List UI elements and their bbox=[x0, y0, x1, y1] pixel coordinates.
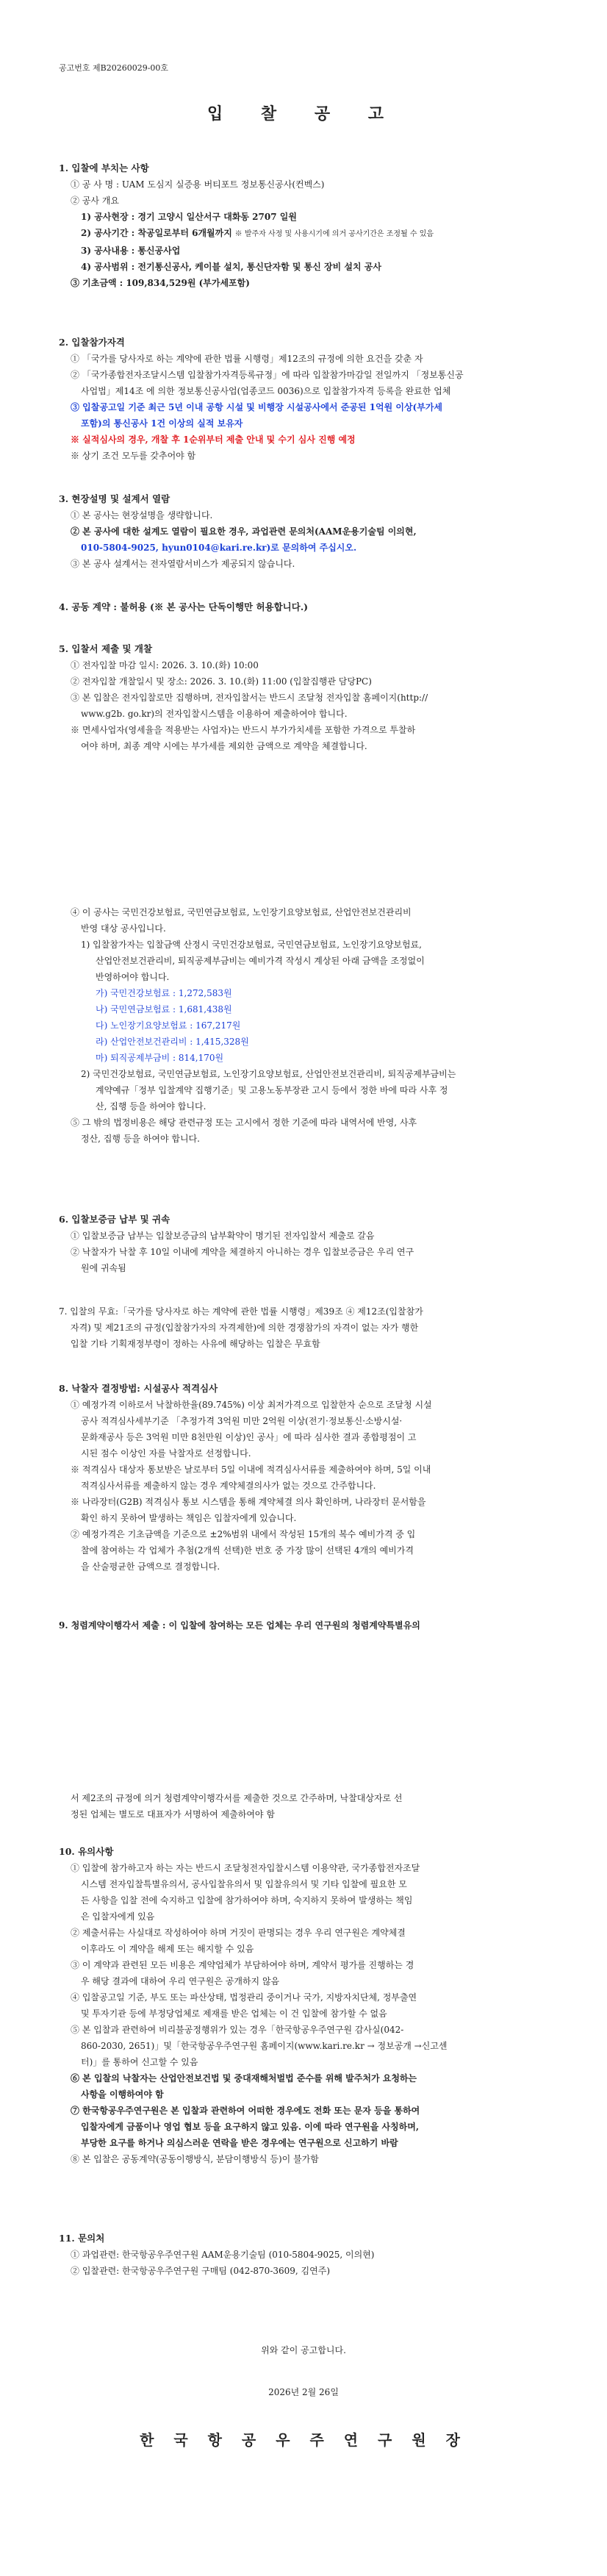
closing-text: 위와 같이 공고합니다. bbox=[261, 2345, 346, 2355]
section-integrity-pledge bbox=[59, 1617, 558, 1634]
cost-safety: 라) 산업안전보건관리비 : 1,415,328원 bbox=[96, 1037, 249, 1047]
precaution-8: ⑧ 본 입찰은 공동계약(공동이행방식, 분담이행방식 등)이 불가함 bbox=[71, 2154, 319, 2164]
award-2b: 찰에 참여하는 각 업체가 추첨(2개씩 선택)한 번호 중 가장 많이 선택된 4개의 예비가격 bbox=[81, 1545, 414, 1556]
eligibility-3b: 포함)의 통신공사 1건 이상의 실적 보유자 bbox=[81, 418, 243, 429]
costs-5a: ⑤ 그 밖의 법정비용은 해당 관련규정 또는 고시에서 정한 기준에 따라 내역서에 반영, 사후 bbox=[71, 1117, 417, 1128]
integrity-a bbox=[59, 1617, 558, 1634]
precaution-6a: ⑥ 본 입찰의 낙찰자는 산업안전보건법 및 중대재해처벌법 준수를 위해 발주처가 요청하는 bbox=[71, 2073, 417, 2083]
section-heading: 2. 입찰참가자격 bbox=[59, 337, 125, 348]
section-statutory-costs bbox=[59, 904, 558, 1147]
section-joint-contract bbox=[59, 599, 558, 615]
cost-pension: 나) 국민연금보험료 : 1,681,438원 bbox=[96, 1004, 232, 1015]
project-overview-label: ② 공사 개요 bbox=[71, 196, 119, 206]
eligibility-note-1: ※ 실적심사의 경우, 개찰 후 1순위부터 제출 안내 및 수기 심사 진행 예정 bbox=[71, 434, 356, 445]
invalid-c: 입찰 기타 기획재정부령이 정하는 사유에 해당하는 입찰은 무효함 bbox=[71, 1339, 320, 1349]
cost-retirement: 마) 퇴직공제부금비 : 814,170원 bbox=[96, 1053, 224, 1063]
integrity-c: 정된 업체는 별도로 대표자가 서명하여 제출하여야 함 bbox=[71, 1809, 275, 1820]
contact-project: ① 과업관련: 한국항공우주연구원 AAM운용기술팀 (010-5804-9025, 이의현) bbox=[71, 2250, 375, 2260]
precaution-7b: 입찰자에게 금품이나 영업 협보 등을 요구하지 않고 있음. 이에 따라 연구원을 사칭하며, bbox=[81, 2122, 420, 2132]
submission-3b: www.g2b. go.kr)의 전자입찰시스템을 이용하여 제출하여야 합니다. bbox=[81, 709, 348, 719]
eligibility-3a: ③ 입찰공고일 기준 최근 5년 이내 공항 시설 및 비행장 시설공사에서 준공된 1억원 이상(부가세 bbox=[71, 402, 443, 412]
eligibility-2a: ② 「국가종합전자조달시스템 입찰참가자격등록규정」에 따라 입찰참가마감일 전일까지 「정보통신공 bbox=[71, 370, 464, 380]
section-heading: 1. 입찰에 부치는 사항 bbox=[59, 162, 149, 173]
cost-longterm-care: 다) 노인장기요양보험료 : 167,217원 bbox=[96, 1020, 241, 1031]
issuing-agency: 한 국 항 공 우 주 연 구 원 장 bbox=[140, 2431, 467, 2449]
project-period-note: ※ 발주자 사정 및 사용시기에 의거 공사기간은 조정될 수 있음 bbox=[234, 230, 434, 238]
costs-1c: 반영하여야 합니다. bbox=[96, 972, 170, 982]
section-award-method bbox=[59, 1381, 558, 1575]
section-site-explanation bbox=[59, 491, 558, 572]
site-1: ① 본 공사는 현장설명을 생략합니다. bbox=[71, 510, 213, 520]
precaution-6b: 사항을 이행하여야 함 bbox=[81, 2089, 164, 2100]
precaution-1c: 든 사항을 입찰 전에 숙지하고 입찰에 참가하여야 하며, 숙지하지 못하여 발생하는 책임 bbox=[81, 1895, 413, 1906]
site-2a: ② 본 공사에 대한 설계도 열람이 필요한 경우, 과업관련 문의처(AAM운용기술팀 이의현, bbox=[71, 526, 417, 537]
award-1d: 시된 점수 이상인 자를 낙찰자로 선정합니다. bbox=[81, 1448, 251, 1459]
section-bid-items bbox=[59, 160, 558, 291]
section-bid-submission bbox=[59, 641, 558, 754]
bond-2b: 원에 귀속됨 bbox=[81, 1263, 126, 1273]
section-heading: 6. 입찰보증금 납부 및 귀속 bbox=[59, 1214, 170, 1225]
costs-2a: 2) 국민건강보험료, 국민연금보험료, 노인장기요양보험료, 산업안전보건관리비, 퇴직공제부금비는 bbox=[81, 1069, 456, 1079]
award-1a: ① 예정가격 이하로서 낙찰하한율(89.745%) 이상 최저가격으로 입찰한자 순으로 조달청 시설 bbox=[71, 1400, 432, 1410]
precaution-5b: 860-2030, 2651)」및「한국항공우주연구원 홈페이지(www.kari.re.kr → 정보공개 →신고센 bbox=[81, 2041, 448, 2051]
precaution-4b: 및 투자기관 등에 부정당업체로 제재를 받은 업체는 이 건 입찰에 참가할 수 없음 bbox=[81, 2008, 387, 2019]
bond-1: ① 입찰보증금 납부는 입찰보증금의 납부확약이 명기된 전자입찰서 제출로 갈음 bbox=[71, 1231, 375, 1241]
project-scope bbox=[59, 259, 558, 275]
project-content bbox=[59, 243, 558, 259]
invalid-a bbox=[59, 1303, 558, 1320]
precaution-5c: 터)」를 통하여 신고할 수 있음 bbox=[81, 2057, 198, 2067]
costs-1b: 산업안전보건관리비, 퇴직공제부금비는 예비가격 작성시 계상된 아래 금액을 조정없이 bbox=[96, 956, 425, 966]
section-contacts bbox=[59, 2230, 558, 2279]
precaution-2b: 이후라도 이 계약을 해제 또는 해지할 수 있음 bbox=[81, 1944, 254, 1954]
submission-3a: ③ 본 입찰은 전자입찰로만 집행하며, 전자입찰서는 반드시 조달청 전자입찰 홈페이지(http:// bbox=[71, 693, 428, 703]
contact-bidding: ② 입찰관련: 한국항공우주연구원 구매팀 (042-870-3609, 김연주) bbox=[71, 2266, 330, 2276]
costs-4b: 반영 대상 공사입니다. bbox=[81, 923, 166, 934]
precaution-3b: 우 해당 결과에 대하여 우리 연구원은 공개하지 않음 bbox=[81, 1976, 280, 1986]
section-eligibility bbox=[59, 334, 558, 464]
base-amount: ③ 기초금액 : 109,834,529원 (부가세포함) bbox=[71, 278, 250, 288]
section-integrity-pledge-cont bbox=[59, 1790, 558, 1822]
precaution-5a: ⑤ 본 입찰과 관련하여 비리불공정행위가 있는 경우「한국항공우주연구원 감사실(042- bbox=[71, 2025, 404, 2035]
integrity-a-text: 9. 청렴계약이행각서 제출 : 이 입찰에 참여하는 모든 업체는 우리 연구원의 청렴계약특별유의 bbox=[59, 1620, 420, 1631]
eligibility-2b: 사업법」제14조 에 의한 정보통신공사업(업종코드 0036)으로 입찰참가자격 등록을 완료한 업체 bbox=[81, 386, 451, 396]
section-heading: 5. 입찰서 제출 및 개찰 bbox=[59, 643, 153, 654]
submission-1: ① 전자입찰 마감 일시: 2026. 3. 10.(화) 10:00 bbox=[71, 660, 259, 670]
eligibility-1: ① 「국가를 당사자로 하는 계약에 관한 법률 시행령」제12조의 규정에 의한 요건을 갖춘 자 bbox=[71, 354, 423, 364]
notice-date: 2026년 2월 26일 bbox=[268, 2387, 339, 2397]
section-heading: 8. 낙찰자 결정방법: 시설공사 적격심사 bbox=[59, 1383, 218, 1394]
award-2c: 을 산술평균한 금액으로 결정합니다. bbox=[81, 1561, 220, 1572]
precaution-7c: 부당한 요구를 하거나 의심스러운 연락을 받은 경우에는 연구원으로 신고하기 바람 bbox=[81, 2138, 398, 2148]
project-scope-text: 4) 공사범위 : 전기통신공사, 케이블 설치, 통신단자함 및 통신 장비 설치 공사 bbox=[81, 262, 381, 272]
invalid-a-text: 7. 입찰의 무효:「국가를 당사자로 하는 계약에 관한 법률 시행령」제39조 ④ 제12조(입찰참가 bbox=[59, 1306, 423, 1317]
project-site bbox=[59, 209, 558, 225]
award-note1b: 적격심사서류를 제출하지 않는 경우 계약체결의사가 없는 것으로 간주합니다. bbox=[81, 1481, 376, 1491]
section-invalid-bids bbox=[59, 1303, 558, 1352]
site-2b: 010-5804-9025, hyun0104@kari.re.kr)로 문의하여 주십시오. bbox=[81, 543, 357, 553]
costs-5b: 정산, 집행 등을 하여야 합니다. bbox=[81, 1134, 200, 1144]
precaution-1a: ① 입찰에 참가하고자 하는 자는 반드시 조달청전자입찰시스템 이용약관, 국가종합전자조달 bbox=[71, 1863, 420, 1873]
section-precautions bbox=[59, 1844, 558, 2167]
award-1c: 문화재공사 등은 3억원 미만 8천만원 이상)인 공사」에 따라 심사한 결과 종합평점이 고 bbox=[81, 1432, 417, 1442]
notice-number: 공고번호 제B20260029-00호 bbox=[59, 63, 169, 73]
award-2a: ② 예정가격은 기초금액을 기준으로 ±2%범위 내에서 작성된 15개의 복수 예비가격 중 입 bbox=[71, 1529, 416, 1539]
section-heading: 3. 현장설명 및 설계서 열람 bbox=[59, 493, 170, 504]
precaution-1d: 은 입찰자에게 있음 bbox=[81, 1911, 155, 1922]
submission-4a: ※ 면세사업자(영세율을 적용받는 사업자)는 반드시 부가가치세를 포함한 가격으로 투찰하 bbox=[71, 725, 416, 735]
costs-2c: 산, 집행 등을 하여야 합니다. bbox=[96, 1101, 206, 1112]
eligibility-note-2: ※ 상기 조건 모두를 갖추어야 함 bbox=[71, 451, 196, 461]
section-bid-bond bbox=[59, 1212, 558, 1276]
project-period-text: 2) 공사기간 : 착공일로부터 6개월까지 bbox=[81, 228, 232, 238]
site-3: ③ 본 공사 설계서는 전자열람서비스가 제공되지 않습니다. bbox=[71, 559, 295, 569]
cost-health-insurance: 가) 국민건강보험료 : 1,272,583원 bbox=[96, 988, 232, 998]
project-site-text: 1) 공사현장 : 경기 고양시 일산서구 대화동 2707 일원 bbox=[81, 212, 297, 222]
section-heading: 10. 유의사항 bbox=[59, 1846, 114, 1857]
precaution-3a: ③ 이 계약과 관련된 모든 비용은 계약업체가 부담하여야 하며, 계약서 평가를 진행하는 경 bbox=[71, 1960, 414, 1970]
precaution-7a: ⑦ 한국항공우주연구원은 본 입찰과 관련하여 어떠한 경우에도 전화 또는 문자 등을 통하여 bbox=[71, 2105, 420, 2116]
submission-2: ② 전자입찰 개찰일시 및 장소: 2026. 3. 10.(화) 11:00 (입찰집행관 담당PC) bbox=[71, 676, 372, 687]
project-name: ① 공 사 명 : UAM 도심지 실증용 버티포트 정보통신공사(컨벡스) bbox=[71, 179, 325, 190]
costs-4a: ④ 이 공사는 국민건강보험료, 국민연금보험료, 노인장기요양보험료, 산업안전보건관리비 bbox=[71, 907, 412, 917]
submission-4b: 여야 하며, 최종 계약 시에는 부가세를 제외한 금액으로 계약을 체결합니다. bbox=[81, 741, 367, 751]
invalid-b: 자격) 및 제21조의 규정(입찰참가자의 자격제한)에 의한 경쟁참가의 자격이 없는 자가 행한 bbox=[71, 1323, 419, 1333]
joint-contract-text: 4. 공동 계약 : 불허용 (※ 본 공사는 단독이행만 허용합니다.) bbox=[59, 601, 309, 612]
precaution-2a: ② 제출서류는 사실대로 작성하여야 하며 거짓이 판명되는 경우 우리 연구원은 계약체결 bbox=[71, 1928, 406, 1938]
notice-title: 입 찰 공 고 bbox=[207, 104, 400, 124]
award-note2b: 확인 하지 못하여 발생하는 책임은 입찰자에게 있습니다. bbox=[81, 1513, 297, 1523]
award-1b: 공사 적격심사세부기준 「추정가격 3억원 미만 2억원 이상(전기·정보통신·소방시설· bbox=[81, 1416, 403, 1426]
project-content-text: 3) 공사내용 : 통신공사업 bbox=[81, 246, 181, 256]
award-note2a: ※ 나라장터(G2B) 적격심사 통보 시스템을 통해 계약체결 의사 확인하며, 나라장터 문서함을 bbox=[71, 1497, 426, 1507]
project-period bbox=[59, 225, 558, 243]
integrity-b: 서 제2조의 규정에 의거 청렴계약이행각서를 제출한 것으로 간주하며, 낙찰대상자로 선 bbox=[71, 1793, 403, 1803]
bond-2a: ② 낙찰자가 낙찰 후 10일 이내에 계약을 체결하지 아니하는 경우 입찰보증금은 우리 연구 bbox=[71, 1247, 414, 1257]
precaution-4a: ④ 입찰공고일 기준, 부도 또는 파산상태, 법정관리 중이거나 국가, 지방자치단체, 정부출연 bbox=[71, 1992, 417, 2003]
costs-1a: 1) 입찰참가자는 입찰금액 산정시 국민건강보험료, 국민연금보험료, 노인장기요양보험료, bbox=[81, 940, 422, 950]
section-heading: 11. 문의처 bbox=[59, 2233, 105, 2244]
award-note1a: ※ 적격심사 대상자 통보받은 날로부터 5일 이내에 적격심사서류를 제출하여야 하며, 5일 이내 bbox=[71, 1464, 431, 1475]
costs-2b: 계약예규「정부 입찰계약 집행기준」및 고용노동부장관 고시 등에서 정한 바에 따라 사후 정 bbox=[96, 1085, 448, 1095]
precaution-1b: 시스템 전자입찰특별유의서, 공사입찰유의서 및 입찰유의서 및 기타 입찰에 필요한 모 bbox=[81, 1879, 407, 1889]
